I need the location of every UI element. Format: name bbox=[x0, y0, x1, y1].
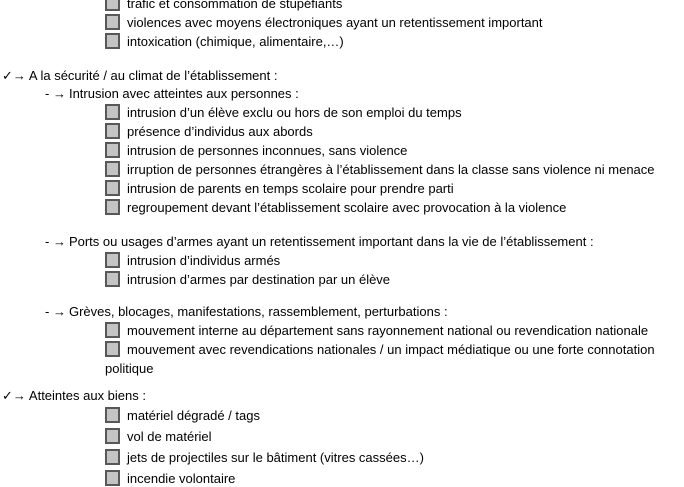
checkbox-label: matériel dégradé / tags bbox=[127, 408, 260, 423]
dash-arrow-icon: - → bbox=[45, 234, 66, 249]
biens-checkbox-group bbox=[0, 405, 684, 487]
checkbox-intrusion-individus-armes[interactable] bbox=[105, 252, 120, 268]
checkbox-label: intrusion d’un élève exclu ou hors de son emploi du temps bbox=[127, 105, 462, 120]
intrusion-checkbox-group bbox=[0, 103, 684, 217]
checkbox-row bbox=[0, 141, 684, 160]
checkbox-materiel-degrade-tags[interactable] bbox=[105, 407, 120, 423]
section-title: A la sécurité / au climat de l’établissement : bbox=[28, 68, 278, 83]
checkbox-label: irruption de personnes étrangères à l’établissement dans la classe sans violence ni menace bbox=[127, 162, 655, 177]
checkbox-jets-projectiles[interactable] bbox=[105, 449, 120, 465]
checkbox-label: regroupement devant l’établissement scolaire avec provocation à la violence bbox=[127, 200, 567, 215]
subsection-armes-header bbox=[0, 233, 684, 251]
checkbox-presence-individus-abords[interactable] bbox=[105, 123, 120, 139]
checkbox-intrusion-personnes-inconnues[interactable] bbox=[105, 142, 120, 158]
dash-arrow-icon: - → bbox=[45, 304, 66, 319]
checkbox-row bbox=[0, 122, 684, 141]
checkbox-row bbox=[0, 468, 684, 487]
checkbox-mouvement-revendications-nationales[interactable] bbox=[105, 341, 120, 357]
checkbox-label: mouvement avec revendications nationales / un impact médiatique ou une forte connotation politique bbox=[105, 342, 655, 376]
section-atteintes-biens-header bbox=[2, 387, 684, 405]
checkbox-label: intrusion de personnes inconnues, sans violence bbox=[127, 143, 408, 158]
checkbox-label: mouvement interne au département sans rayonnement national ou revendication nationale bbox=[127, 323, 649, 338]
checkbox-label: intrusion d’armes par destination par un élève bbox=[127, 272, 391, 287]
checkbox-row bbox=[0, 405, 684, 426]
checkbox-row bbox=[0, 340, 684, 378]
subsection-title: Grèves, blocages, manifestations, rassemblement, perturbations : bbox=[68, 304, 448, 319]
checkbox-label: jets de projectiles sur le bâtiment (vitres cassées…) bbox=[127, 450, 424, 465]
checkbox-intoxication[interactable] bbox=[105, 33, 120, 49]
checkbox-row bbox=[0, 103, 684, 122]
checkbox-label: incendie volontaire bbox=[127, 471, 236, 486]
checkbox-row bbox=[0, 32, 684, 51]
checkbox-row bbox=[0, 270, 684, 289]
checkbox-regroupement-provocation[interactable] bbox=[105, 199, 120, 215]
subsection-title: Intrusion avec atteintes aux personnes : bbox=[68, 86, 299, 101]
greves-checkbox-group bbox=[0, 321, 684, 378]
checkbox-label: intrusion de parents en temps scolaire pour prendre parti bbox=[127, 181, 454, 196]
checkbox-row bbox=[0, 160, 684, 179]
checkbox-row bbox=[0, 198, 684, 217]
checkbox-trafic-stupefiants[interactable] bbox=[105, 0, 120, 11]
check-arrow-icon: ✓→ bbox=[2, 68, 26, 83]
checkbox-row bbox=[0, 251, 684, 270]
checkbox-label: intoxication (chimique, alimentaire,…) bbox=[127, 34, 344, 49]
dash-arrow-icon: - → bbox=[45, 86, 66, 101]
checkbox-label: vol de matériel bbox=[127, 429, 212, 444]
checkbox-violences-electroniques[interactable] bbox=[105, 14, 120, 30]
subsection-title: Ports ou usages d’armes ayant un retentissement important dans la vie de l’établissement : bbox=[68, 234, 594, 249]
armes-checkbox-group bbox=[0, 251, 684, 289]
checkbox-intrusion-parents[interactable] bbox=[105, 180, 120, 196]
checkbox-row bbox=[0, 179, 684, 198]
checkbox-label: intrusion d’individus armés bbox=[127, 253, 281, 268]
check-arrow-icon: ✓→ bbox=[2, 388, 26, 403]
checkbox-intrusion-armes-destination[interactable] bbox=[105, 271, 120, 287]
checkbox-row bbox=[0, 447, 684, 468]
checkbox-label: violences avec moyens électroniques ayant un retentissement important bbox=[127, 15, 543, 30]
subsection-greves-header bbox=[0, 303, 684, 321]
checkbox-row bbox=[0, 0, 684, 13]
section-securite-header bbox=[2, 67, 684, 85]
checkbox-incendie-volontaire[interactable] bbox=[105, 470, 120, 486]
top-checkbox-group bbox=[0, 0, 684, 51]
checkbox-intrusion-eleve-exclu[interactable] bbox=[105, 104, 120, 120]
checkbox-row bbox=[0, 13, 684, 32]
checkbox-vol-materiel[interactable] bbox=[105, 428, 120, 444]
section-title: Atteintes aux biens : bbox=[28, 388, 146, 403]
checkbox-row bbox=[0, 426, 684, 447]
subsection-intrusion-header bbox=[0, 85, 684, 103]
checkbox-label: présence d’individus aux abords bbox=[127, 124, 313, 139]
checkbox-row bbox=[0, 321, 684, 340]
checkbox-mouvement-interne-departement[interactable] bbox=[105, 322, 120, 338]
checkbox-irruption-personnes-etrangeres[interactable] bbox=[105, 161, 120, 177]
checkbox-label: trafic et consommation de stupéfiants bbox=[127, 0, 343, 11]
